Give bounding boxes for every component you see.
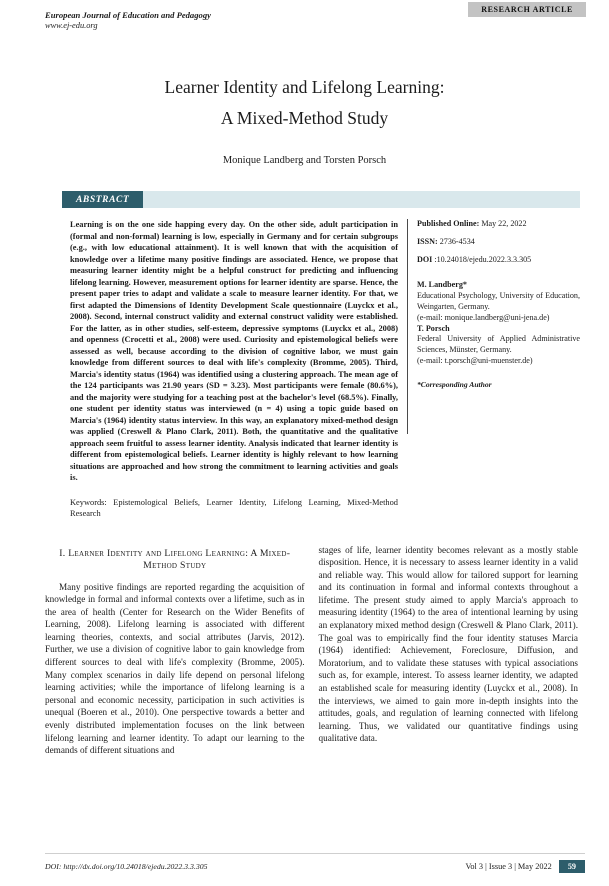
- abstract-body: [62, 219, 580, 520]
- paper-title-line1: Learner Identity and Lifelong Learning:: [164, 77, 445, 97]
- body-paragraph-right: stages of life, learner identity becomes relevant as a mostly stable disposition. Hence, it is necessary to assess learner identity in a valid and reliable way. This would allow for tailored support for learning and its continuation in formal and informal contexts throughout a lifetime. The present study aimed to apply Marcia's approach to measuring identity (1964) to the area of intentional learning by using an explanatory mixed method design (Creswell & Plano Clark, 2011). The goal was to empirically find the four identity statuses Marcia (1964) identified: Achievement, Foreclosure, Diffusion, and Moratorium, and to validate these statuses with typical associations such as, for example, interest. To assess learner identity, we adapted an established scale for measuring identity (Luyckx et al., 2008). In the interviews, we aimed to gain more in-depth insights into the attitudes, goals, and regulation of learning connected with lifelong learning. Thus, we validated our quantitative findings using qualitative data.: [318, 544, 578, 744]
- body-columns: [45, 544, 578, 757]
- page-footer: [45, 853, 585, 873]
- journal-name: European Journal of Education and Pedagogy: [45, 10, 211, 20]
- abstract-header: [62, 191, 580, 208]
- article-meta-sidebar: [408, 219, 580, 520]
- doi-line: [417, 255, 580, 266]
- corresponding-author-note: *Corresponding Author: [417, 379, 492, 389]
- published-online-value: May 22, 2022: [481, 219, 527, 228]
- author1-email: (e-mail: monique.landberg@uni-jena.de): [417, 312, 550, 322]
- journal-url: www.ej-edu.org: [45, 21, 98, 30]
- page-number-badge: 59: [559, 860, 585, 873]
- issn-value: 2736-4534: [439, 236, 475, 246]
- author2-email: (e-mail: t.porsch@uni-muenster.de): [417, 355, 533, 365]
- keywords-value: Epistemological Beliefs, Learner Identity, Lifelong Learning, Mixed-Method Research: [70, 497, 398, 518]
- keywords-label: Keywords:: [70, 497, 107, 507]
- published-online-line: [417, 219, 580, 230]
- abstract-header-strip: [143, 191, 580, 208]
- body-left-column: [45, 544, 305, 757]
- issn-line: [417, 237, 580, 248]
- abstract-section: [62, 191, 580, 520]
- footer-doi: DOI: http://dx.doi.org/10.24018/ejedu.2022.3.3.305: [45, 862, 208, 871]
- paper-title: [0, 72, 609, 134]
- author1-block: [417, 280, 580, 366]
- doi-value: :10.24018/ejedu.2022.3.3.305: [434, 254, 532, 264]
- body-right-column: [319, 544, 579, 757]
- abstract-label: ABSTRACT: [62, 191, 143, 208]
- paper-title-line2: A Mixed-Method Study: [220, 108, 389, 128]
- doi-label: DOI: [417, 254, 433, 264]
- article-type-badge: RESEARCH ARTICLE: [468, 2, 586, 17]
- abstract-text-column: [70, 219, 398, 520]
- published-online-label: Published Online:: [417, 219, 480, 228]
- section-heading: I. Learner Identity and Lifelong Learning: A Mixed-Method Study: [59, 547, 291, 571]
- issue-info-text: Vol 3 | Issue 3 | May 2022: [465, 862, 552, 871]
- abstract-paragraph: Learning is on the one side happing every day. On the other side, adult participation in (formal and non-formal) learning is low, especially in Germany and for certain subgroups (e.g., with low educational attainment). It is well known that with the acquisition of knowledge over a lifetime many positive findings are associated. Hence, we propose that measuring learner identity might be a helpful construct for predicting and influencing lifelong learning. However, measurement options for learner identity are sparse. Hence, the present paper tries to adapt and validate a scale to measure learner identity. For that, we first adapted the Dimensions of Identity Development Scale questionnaire (Luyckx et al., 2008). Second, internal construct validity and external construct validity were established. For the latter, as in other studies, self-esteem, depressive symptoms (Luyckx et al., 2008) and openness (Crocetti et al., 2008) were used. Curiosity and epistemological beliefs were assessed as well, because according to the division of cognitive labor, we must gain knowledge from different sources to deal with life's complexity (Bromme, 2005). Third, Marcia's identity status (1964) was identified using a clustering approach. The mean age of the 124 participants was 21.90 years (SD = 3.23). Most participants were female (80.6%), and the majority were studying for a teaching post at the bachelor's level (68.5%). Finally, one student per identity status was interviewed (n = 4) using a topic guide based on Marcia's (1964) identity status interview. In this way, an explanatory mixed-method design was applied (Creswell & Plano Clark, 2011). Both, the quantitative and the qualitative approach seem fruitful to assess learner identity. Analysis indicated that learner identity is different from epistemological beliefs. Learner identity is highly relevant to how learning situations are approached and how strong the commitment to learning activities and goals is.: [70, 220, 398, 482]
- author1-affiliation: Educational Psychology, University of Education, Weingarten, Germany.: [417, 291, 580, 311]
- keywords-line: [70, 497, 398, 520]
- body-paragraph-left: Many positive findings are reported regarding the acquisition of knowledge in formal and informal contexts over a lifetime, such as in the area of health (Center for Research on the Wider Benefits of Learning, 2008). Lifelong learning is associated with different learning theories, contexts, and social attributes (Jarvis, 2012). Further, we use a division of cognitive labor to gain knowledge from different sources to deal with life's complexity (Bromme, 2005). Many complex scenarios in daily life depend on personal lifelong learning activities; while the importance of lifelong learning is a personal and economic necessity, participation in such activities is unequal (Boeren et al., 2010). One perspective towards a better and evenly distributed implementation focuses on the link between lifelong learning and learner identity. To adapt our learning to the demands of different situations and: [45, 581, 305, 756]
- authors-line: Monique Landberg and Torsten Porsch: [222, 155, 387, 166]
- title-block: [0, 72, 609, 134]
- issn-label: ISSN:: [417, 236, 438, 246]
- author1-name: M. Landberg*: [417, 280, 467, 290]
- footer-issue-info: [465, 860, 585, 873]
- author2-affiliation: Federal University of Applied Administrative Sciences, Münster, Germany.: [417, 334, 580, 355]
- author2-name: T. Porsch: [417, 323, 450, 333]
